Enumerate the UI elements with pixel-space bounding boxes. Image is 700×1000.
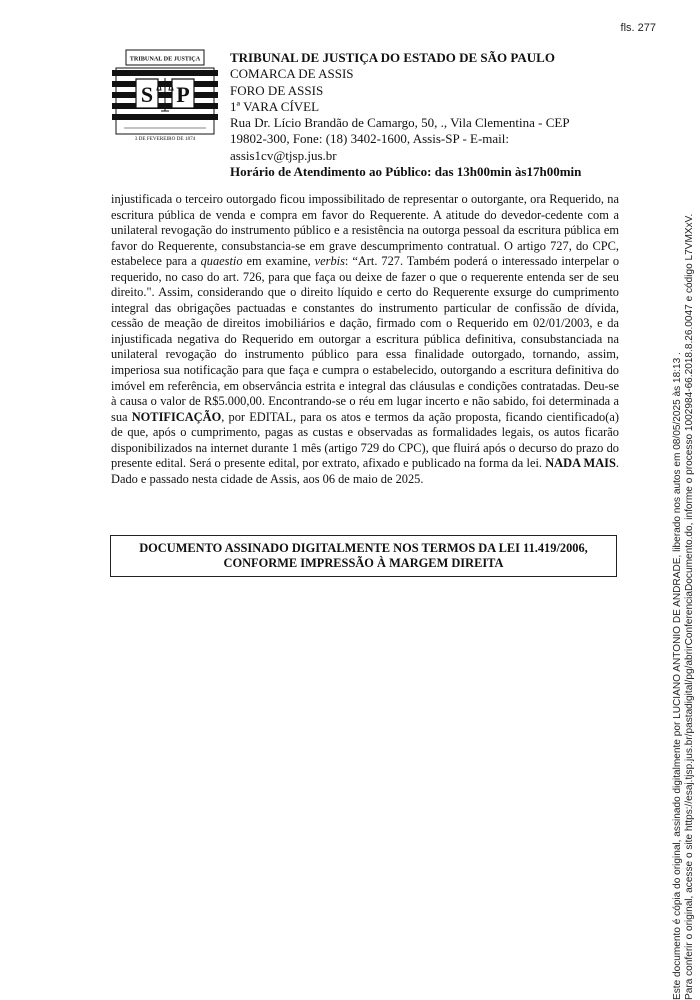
logo-letter-p: P <box>176 82 190 107</box>
margin-note-line-2: Para conferir o original, acesse o site https://esaj.tjsp.jus.br/pastadigital/pg/abrirConferenciaDocumento.do, informe o processo 1002984-66.2018.8.26.0047 e código L7VMXxV. <box>684 213 696 1000</box>
page-number: fls. 277 <box>620 22 656 34</box>
court-name: TRIBUNAL DE JUSTIÇA DO ESTADO DE SÃO PAULO <box>230 50 555 65</box>
body-segment-3: : “Art. 727. Também poderá o interessado interpelar o requerido, no caso do art. 726, para que faça ou deixe de fazer o que o requerente entenda ser de seu direito.". Assim, considerando que o direito líquido e certo do Requerente exsurge do cumprimento integral das obrigações pactuadas e constantes do instrumento particular de confissão de dívida, cessão de meação de direitos imobiliários e dação, firmado com o Requerido em 02/01/2003, e da injustificada negativa do Requerido em outorgar a escritura pública definitiva, consubstanciada na unilateral revogação do instrumento público para essa finalidade outorgado, tornando, assim, imperiosa sua notificação para que faça e cumpra o estabelecido, outorgando a escritura definitiva do imóvel em referência, em observância estrita e integral das cláusulas e condições contratadas. Deu-se à causa o valor de R$5.000,00. Encontrando-se o réu em lugar incerto e não sabido, foi determinada a sua <box>111 254 620 424</box>
logo-letter-s: S <box>140 82 154 107</box>
margin-note-line-1: Este documento é cópia do original, assinado digitalmente por LUCIANO ANTONIO DE ANDRADE, liberado nos autos em 08/05/2025 às 18:13 . <box>672 352 683 1000</box>
logo-bottom-text: 3 DE FEVEREIRO DE 1874 <box>134 136 196 142</box>
public-hours: Horário de Atendimento ao Público: das 13h00min às17h00min <box>230 164 582 180</box>
address-line-2: 19802-300, Fone: (18) 3402-1600, Assis-SP - E-mail: <box>230 131 510 147</box>
digital-signature-notice <box>110 535 617 577</box>
court-header <box>230 50 610 180</box>
body-segment-1: injustificada o terceiro outorgado ficou impossibilitado de representar o outorgante, ora Requerido, na escritura pública de venda e compra em favor do Requerente. A atitude do devedor-cedente com a unilateral revogação do instrumento público e a resistência na outorga pessoal da escritura pública em favor do Requerente, consubstancia-se em grave descumprimento contratual. O artigo 727, do CPC, estabelece para a <box>111 192 619 269</box>
signature-notice-line-2: CONFORME IMPRESSÃO À MARGEM DIREITA <box>223 556 504 570</box>
body-segment-4: , por EDITAL, para os atos e termos da ação proposta, ficando cientificado(a) de que, após o cumprimento, pagas as custas e observadas as formalidades legais, os autos ficarão disponibilizados na internet durante 1 mês (artigo 729 do CPC), que fluirá após o decurso do prazo do presente edital. Será o presente edital, por extrato, afixado e publicado na forma da lei. <box>111 409 619 471</box>
forum-name: FORO DE ASSIS <box>230 82 324 98</box>
vara-name: 1ª VARA CÍVEL <box>230 98 320 114</box>
district-name: COMARCA DE ASSIS <box>230 66 354 82</box>
body-segment-5: . Dado e passado nesta cidade de Assis, aos 06 de maio de 2025. <box>111 456 620 486</box>
logo-top-text: TRIBUNAL DE JUSTIÇA <box>129 55 201 63</box>
margin-authentication-note <box>672 0 697 1000</box>
body-notificacao: NOTIFICAÇÃO <box>131 409 222 424</box>
signature-notice-line-1: DOCUMENTO ASSINADO DIGITALMENTE NOS TERMOS DA LEI 11.419/2006, <box>139 540 588 555</box>
email-address: assis1cv@tjsp.jus.br <box>230 147 337 163</box>
address-line-1: Rua Dr. Lício Brandão de Camargo, 50, ., Vila Clementina - CEP <box>230 115 570 131</box>
body-nada-mais: NADA MAIS <box>545 456 616 471</box>
tjsp-logo <box>112 48 218 154</box>
body-segment-2: em examine, <box>242 254 315 269</box>
body-quaestio: quaestio <box>200 254 243 269</box>
edital-body-text <box>111 192 619 487</box>
body-verbis: verbis <box>314 254 345 269</box>
